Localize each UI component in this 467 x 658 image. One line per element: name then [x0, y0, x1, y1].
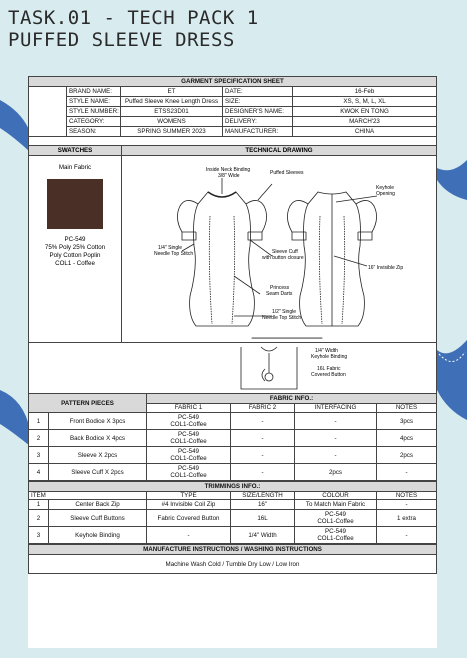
keyhole-detail-drawing [239, 345, 299, 391]
spec-value: Puffed Sleeve Knee Length Dress [121, 97, 223, 107]
spec-label: BRAND NAME: [67, 87, 121, 97]
table-row: 4 Sleeve Cuff X 2pcs PC-549 COL1-Coffee - 2pcs - [29, 464, 437, 481]
fabric-swatch [47, 179, 103, 229]
page-title: TASK.01 - TECH PACK 1 [8, 7, 259, 29]
table-row: 3 Keyhole Binding - 1/4" Width PC-549 COL1-Coffee - [29, 527, 437, 544]
trimmings-info-table [28, 481, 437, 544]
annotation-neck-width: 3/8" Wide [218, 173, 240, 179]
table-row: 3 Sleeve X 2pcs PC-549 COL1-Coffee - - 2pcs [29, 447, 437, 464]
trim-col-header: NOTES [377, 492, 437, 500]
technical-drawing-header: TECHNICAL DRAWING [122, 146, 436, 156]
annotation-half-stitch: 1/2" Single [272, 309, 297, 315]
care-instructions-table [28, 544, 437, 574]
annotation-keyhole-opening: Opening [376, 191, 395, 197]
swatch-composition: 75% Poly 25% Cotton [44, 244, 106, 251]
annotation-top-stitch: Needle Top Stitch [154, 251, 194, 257]
left-wave-decoration [0, 92, 30, 162]
main-fabric-label: Main Fabric [58, 164, 92, 171]
annotation-keyhole: Keyhole [376, 185, 395, 191]
spec-label: STYLE NUMBER: [67, 107, 121, 117]
spec-value: ET [121, 87, 223, 97]
care-header: MANUFACTURE INSTRUCTIONS / WASHING INSTRUCTIONS [29, 545, 437, 555]
annotation-princess: Princess [270, 285, 290, 291]
fabric-info-table [28, 393, 437, 481]
bottom-left-wave-decoration [0, 380, 30, 450]
swatches-panel [29, 146, 122, 342]
annotation-seam-darts: Seam Darts [266, 291, 293, 297]
spec-value: CHINA [293, 127, 437, 137]
fabric-col-header: FABRIC 1 [147, 403, 231, 413]
annotation-neck-binding: Inside Neck Binding [206, 167, 251, 173]
pattern-pieces-header: PATTERN PIECES [29, 394, 147, 413]
swatch-drawing-section [28, 145, 437, 343]
annotation-sleeve-cuff: Sleeve Cuff [272, 249, 298, 255]
fabric-col-header: NOTES [377, 403, 437, 413]
spec-value: WOMENS [121, 117, 223, 127]
keyhole-detail-section [28, 343, 437, 393]
spec-label: SEASON: [67, 127, 121, 137]
technical-drawing-panel [122, 146, 436, 342]
spec-label: DESIGNER'S NAME: [223, 107, 293, 117]
table-row: 2 Back Bodice X 4pcs PC-549 COL1-Coffee - - 4pcs [29, 430, 437, 447]
table-row: 1 Front Bodice X 3pcs PC-549 COL1-Coffee - - 3pcs [29, 413, 437, 430]
spec-value: SPRING SUMMER 2023 [121, 127, 223, 137]
annotation-single-stitch: 1/4" Single [158, 245, 183, 251]
spec-value: 16-Feb [293, 87, 437, 97]
fabric-info-header: FABRIC INFO.: [147, 394, 437, 404]
annotation-puffed-sleeves: Puffed Sleeves [270, 170, 304, 176]
table-row: 1 Center Back Zip #4 Invisible Coil Zip 16" To Match Main Fabric - [29, 500, 437, 510]
annotation-keyhole-binding: Keyhole Binding [311, 354, 348, 360]
garment-spec-table [28, 76, 437, 137]
swatch-colour: COL1 - Coffee [55, 260, 95, 267]
tech-pack-sheet [28, 76, 437, 648]
care-text: Machine Wash Cold / Tumble Dry Low / Low Iron [29, 555, 437, 574]
fabric-col-header: FABRIC 2 [231, 403, 295, 413]
spec-value: ETSS23D01 [121, 107, 223, 117]
swatch-fabric-type: Poly Cotton Poplin [49, 252, 101, 259]
swatch-code: PC-549 [64, 236, 86, 243]
annotation-covered-button: Covered Button [311, 372, 346, 378]
trim-col-header: ITEM [29, 492, 147, 500]
spec-value: MARCH'23 [293, 117, 437, 127]
trim-col-header: SIZE/LENGTH [231, 492, 295, 500]
spec-value: XS, S, M, L, XL [293, 97, 437, 107]
spec-label: STYLE NAME: [67, 97, 121, 107]
spec-label: DATE: [223, 87, 293, 97]
annotation-invisible-zip: 16" Invisible Zip [368, 265, 404, 271]
right-dotted-decoration [437, 340, 467, 430]
trim-col-header: TYPE [147, 492, 231, 500]
annotation-half-top-stitch: Needle Top Stitch [262, 315, 302, 321]
spec-label: MANUFACTURER: [223, 127, 293, 137]
trim-col-header: COLOUR [295, 492, 377, 500]
page-subtitle: PUFFED SLEEVE DRESS [8, 29, 235, 51]
spec-header: GARMENT SPECIFICATION SHEET [29, 77, 437, 87]
swatches-header: SWATCHES [29, 146, 121, 156]
table-row: 2 Sleeve Cuff Buttons Fabric Covered Button 16L PC-549 COL1-Coffee 1 extra [29, 510, 437, 527]
annotation-button-closure: with button closure [262, 255, 304, 261]
annotation-keyhole-width: 1/4" Width [315, 348, 338, 354]
right-wave-decoration [437, 160, 467, 220]
annotation-16l-fabric: 16L Fabric [317, 366, 341, 372]
spec-label: DELIVERY: [223, 117, 293, 127]
spec-label: CATEGORY: [67, 117, 121, 127]
spec-label: SIZE: [223, 97, 293, 107]
trimmings-header: TRIMMINGS INFO.: [29, 482, 437, 492]
spec-value: KWOK EN TONG [293, 107, 437, 117]
fabric-col-header: INTERFACING [295, 403, 377, 413]
